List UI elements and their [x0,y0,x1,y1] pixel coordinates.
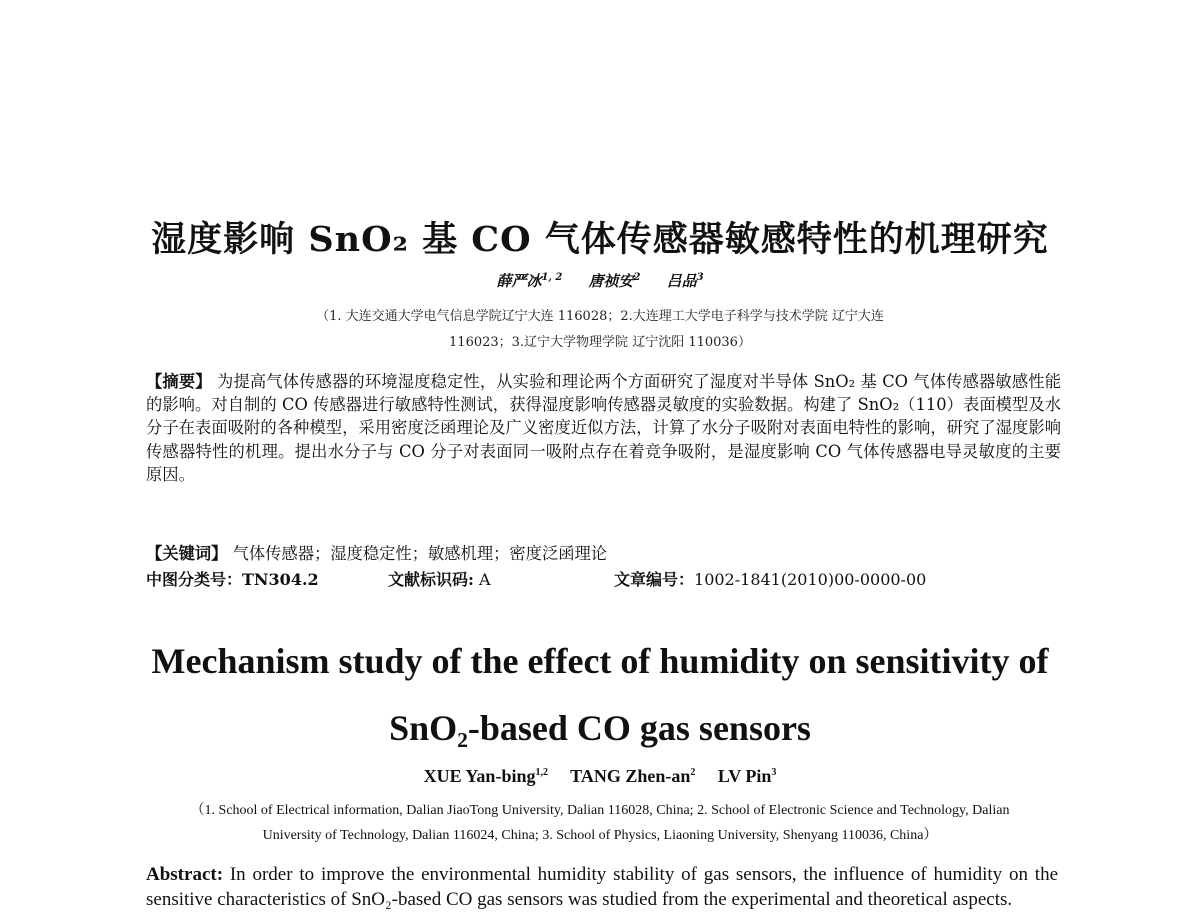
chinese-keywords-label: 【关键词】 [146,544,228,563]
article-number [614,567,926,590]
chinese-authors [0,270,1200,291]
cn-author-2-sup: 2 [633,272,641,283]
en-author-2: TANG Zhen-an [570,766,691,786]
english-affiliation-line2: University of Technology, Dalian 116024, China; 3. School of Physics, Liaoning University, Shenyang 110036, China） [262,828,938,843]
article-no-value: 1002-1841(2010)00-0000-00 [694,570,927,589]
chinese-abstract [146,370,1061,486]
classification-line [146,567,1046,590]
en-author-3: LV Pin [717,766,772,786]
classification-number [146,570,319,589]
english-abstract-text: In order to improve the environmental humidity stability of gas sensors, the influence of humidity on the sensitive characteristics of SnO₂-based CO gas sensors was studied from the experimental and theoretical aspects. [146,864,1058,910]
cn-author-1-sup: 1, 2 [541,272,563,283]
en-author-2-sup: 2 [690,767,696,778]
chinese-abstract-label: 【摘要】 [146,372,212,391]
chinese-affiliation-line1: （1. 大连交通大学电气信息学院辽宁大连 116028；2.大连理工大学电子科学与技术学院 辽宁大连 [316,309,884,324]
class-value: TN304.2 [242,570,319,589]
english-authors [0,766,1200,787]
chinese-affiliation-line2: 116023；3.辽宁大学物理学院 辽宁沈阳 110036） [449,335,751,350]
english-title-line1: Mechanism study of the effect of humidity on sensitivity of [151,641,1049,681]
chinese-keywords-text: 气体传感器；湿度稳定性；敏感机理；密度泛函理论 [232,544,608,563]
english-abstract [146,862,1058,912]
en-author-1: XUE Yan-bing [423,766,536,786]
chinese-title: 湿度影响 SnO₂ 基 CO 气体传感器敏感特性的机理研究 [151,219,1049,260]
english-title-line2: SnO₂-based CO gas sensors [389,708,811,748]
document-code [388,567,491,590]
cn-author-1: 薛严冰 [496,272,542,290]
cn-author-3-sup: 3 [696,272,704,283]
article-no-label: 文章编号： [614,570,695,589]
doc-code-label: 文献标识码: [388,570,474,589]
chinese-abstract-text: 为提高气体传感器的环境湿度稳定性，从实验和理论两个方面研究了湿度对半导体 SnO₂ 基 CO 气体传感器敏感性能的影响。对自制的 CO 传感器进行敏感特性测试，获得湿度影响传感器灵敏度的实验数据。构建了 SnO₂（110）表面模型及水分子在表面吸附的各种模型，采用密度泛函理论及广义密度近似方法，计算了水分子吸附对表面电特性的影响，研究了湿度影响传感器特性的机理。提出水分子与 CO 分子对表面同一吸附点存在着竞争吸附，是湿度影响 CO 气体传感器电导灵敏度的主要原因。 [146,372,1061,484]
en-author-1-sup: 1,2 [535,767,548,778]
doc-code-value: A [479,570,491,589]
en-author-3-sup: 3 [771,767,777,778]
english-affiliation-line1: （1. School of Electrical information, Dalian JiaoTong University, Dalian 116028, China; 2. School of Electronic Science and Technology, Dalian [190,803,1010,818]
class-label: 中图分类号： [146,570,243,589]
cn-author-2: 唐祯安 [588,272,634,290]
english-abstract-label: Abstract: [146,864,224,885]
chinese-keywords [146,540,607,564]
cn-author-3: 吕品 [666,272,697,290]
